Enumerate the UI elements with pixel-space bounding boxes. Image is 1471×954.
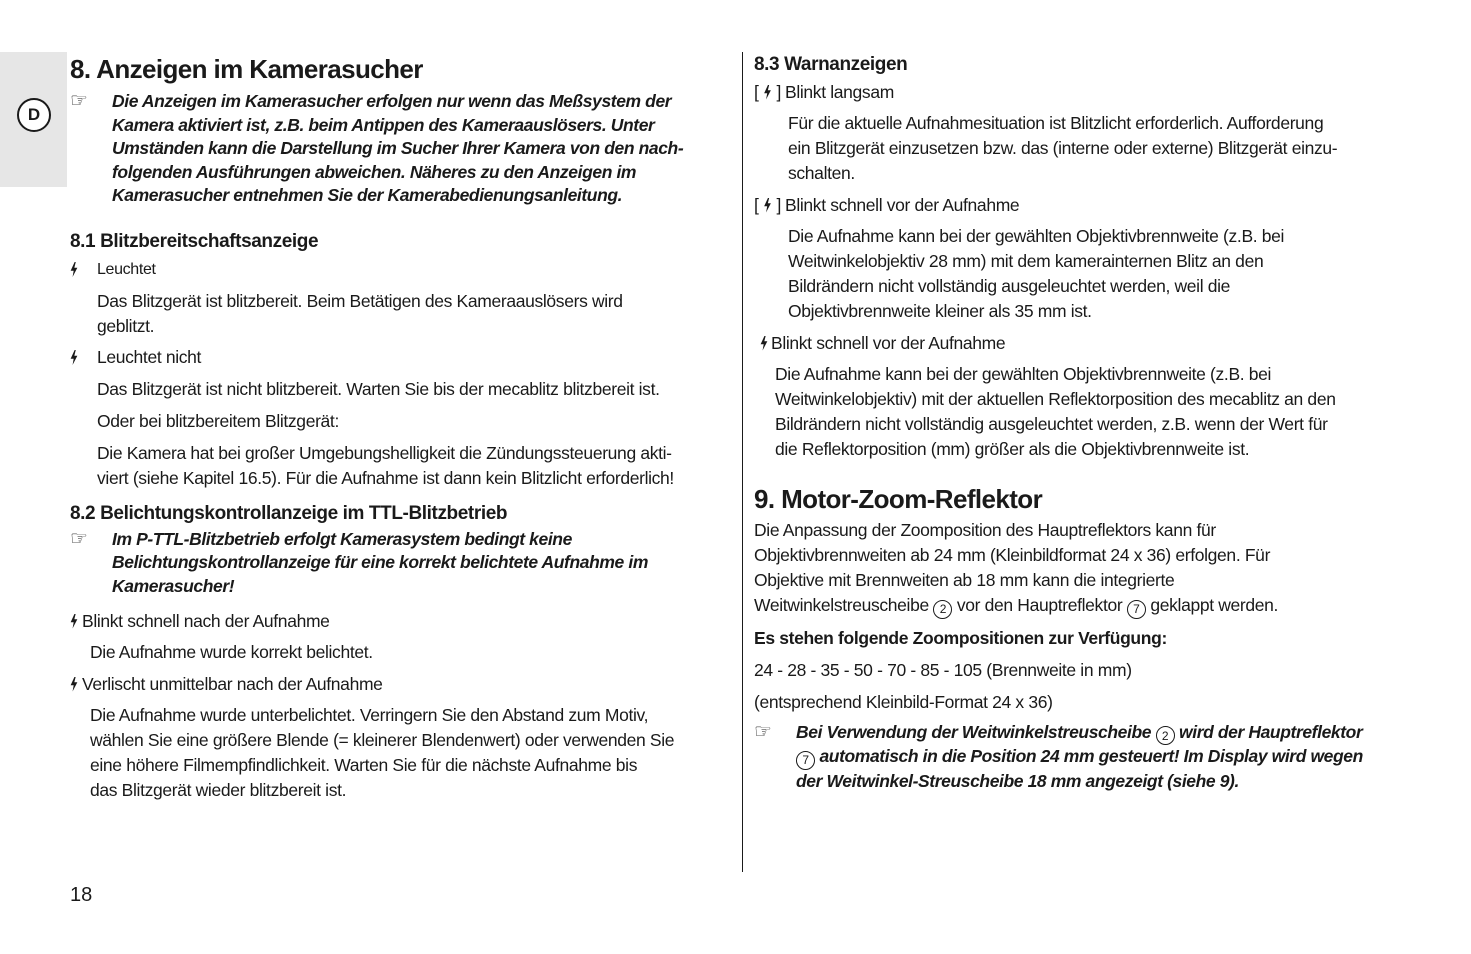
description-line: wählen Sie eine größere Blende (= kleinerer Blendenwert) oder verwenden Sie: [90, 730, 675, 750]
column-divider: [742, 52, 743, 872]
paragraph-line: [754, 593, 1419, 619]
pointing-hand-icon: ☞: [70, 90, 88, 112]
intro-line: folgenden Ausführungen abweichen. Näheres zu den Anzeigen im: [112, 161, 637, 182]
intro-line: Kamerasucher entnehmen Sie der Kamerabedienungsanleitung.: [112, 185, 623, 205]
intro-note: [70, 90, 735, 208]
description-line: geblitzt.: [97, 315, 155, 336]
indicator-label: Leuchtet: [97, 261, 156, 278]
intro-line: Kamera aktiviert ist, z.B. beim Antippen des Kameraauslösers. Unter: [112, 114, 655, 135]
indicator-item-off-after: [70, 671, 735, 697]
description-line: das Blitzgerät wieder blitzbereit ist.: [90, 780, 347, 800]
intro-line: Die Anzeigen im Kamerasucher erfolgen nur wenn das Meßsystem der: [112, 91, 672, 111]
warning-label: Blinkt langsam: [785, 81, 894, 102]
indicator-description: Oder bei blitzbereitem Blitzgerät:: [97, 410, 339, 431]
description-line: Das Blitzgerät ist blitzbereit. Beim Betätigen des Kameraauslösers wird: [97, 290, 623, 311]
left-column: [70, 50, 735, 803]
indicator-description: [70, 703, 735, 803]
note-line: [796, 745, 1363, 770]
description-line: viert (siehe Kapitel 16.5). Für die Aufnahme ist dann kein Blitzlicht erforderlich!: [97, 467, 674, 488]
description-line: die Reflektorposition (mm) größer als die Objektivbrennweite ist.: [775, 439, 1250, 459]
section-9-title: 9. Motor-Zoom-Reflektor: [754, 484, 1043, 514]
note-line: der Weitwinkel-Streuscheibe 18 mm angezeigt (siehe 9).: [796, 770, 1239, 791]
zoom-paragraph: [754, 518, 1419, 619]
warning-description: [754, 224, 1419, 324]
bracket-close: ]: [776, 194, 782, 215]
warning-item-fast: [754, 192, 1419, 218]
right-column: [754, 50, 1419, 793]
indicator-label: Blinkt schnell nach der Aufnahme: [82, 610, 330, 631]
warning-label: Blinkt schnell vor der Aufnahme: [785, 194, 1020, 215]
note-line: Im P-TTL-Blitzbetrieb erfolgt Kamerasystem bedingt keine: [112, 528, 572, 549]
description-line: Weitwinkelobjektiv) mit der aktuellen Reflektorposition des mecablitz an den: [775, 389, 1336, 409]
text-segment: Bei Verwendung der Weitwinkelstreuscheibe: [796, 721, 1152, 742]
section-8-2-heading: 8.2 Belichtungskontrollanzeige im TTL-Blitzbetrieb: [70, 502, 508, 524]
description-line: Die Kamera hat bei großer Umgebungshelligkeit die Zündungssteuerung akti-: [97, 442, 672, 463]
paragraph-line: Die Anpassung der Zoomposition des Hauptreflektors kann für: [754, 520, 1216, 540]
circled-number-7: 7: [1127, 600, 1146, 619]
description-line: Objektivbrennweite kleiner als 35 mm ist.: [788, 301, 1092, 321]
flash-bolt-icon: [760, 336, 768, 351]
warning-description: [754, 362, 1419, 462]
indicator-description: Das Blitzgerät ist nicht blitzbereit. Warten Sie bis der mecablitz blitzbereit ist.: [97, 378, 660, 399]
text-segment: vor den Hauptreflektor: [956, 595, 1123, 615]
note-line: Belichtungskontrollanzeige für eine korrekt belichtete Aufnahme im: [112, 552, 648, 572]
section-8-3-heading: 8.3 Warnanzeigen: [754, 54, 908, 75]
intro-line: Umständen kann die Darstellung im Sucher Ihrer Kamera von den nach-: [112, 138, 684, 158]
paragraph-line: Objektivbrennweiten ab 24 mm (Kleinbildformat 24 x 36) erfolgen. Für: [754, 545, 1271, 565]
circled-number-2: 2: [1156, 726, 1175, 745]
text-segment: geklappt werden.: [1150, 595, 1279, 615]
section-8-1-heading: 8.1 Blitzbereitschaftsanzeige: [70, 230, 319, 252]
indicator-item-off: [70, 345, 735, 371]
zoom-positions-values: 24 - 28 - 35 - 50 - 70 - 85 - 105 (Brennweite in mm): [754, 659, 1132, 680]
zoom-positions-note: (entsprechend Kleinbild-Format 24 x 36): [754, 691, 1053, 712]
flash-bolt-icon: [70, 262, 78, 277]
section-8-title: 8. Anzeigen im Kamerasucher: [70, 54, 423, 84]
description-line: ein Blitzgerät einzusetzen bzw. das (interne oder externe) Blitzgerät einzu-: [788, 138, 1338, 158]
note-line: [796, 721, 1363, 746]
flash-bolt-icon: [764, 198, 772, 213]
pointing-hand-icon: ☞: [70, 527, 88, 550]
flash-bolt-icon: [70, 677, 78, 692]
indicator-description: [70, 441, 735, 491]
indicator-label: Verlischt unmittelbar nach der Aufnahme: [82, 673, 383, 694]
bracket-open: [: [754, 194, 759, 215]
intro-note-text: [112, 90, 683, 208]
wide-angle-note-text: [796, 721, 1363, 794]
zoom-positions-heading: Es stehen folgende Zoompositionen zur Verfügung:: [754, 627, 1167, 648]
flash-bolt-icon: [764, 85, 772, 100]
warning-label: Blinkt schnell vor der Aufnahme: [771, 332, 1006, 353]
text-segment: automatisch in die Position 24 mm gesteuert! Im Display wird wegen: [819, 746, 1363, 766]
circled-number-2: 2: [933, 600, 952, 619]
circled-number-7: 7: [796, 751, 815, 770]
wide-angle-note: [754, 721, 1419, 794]
description-line: schalten.: [788, 163, 855, 183]
bracket-open: [: [754, 81, 759, 102]
description-line: Die Aufnahme kann bei der gewählten Objektivbrennweite (z.B. bei: [775, 364, 1272, 384]
indicator-description: Die Aufnahme wurde korrekt belichtet.: [90, 642, 373, 662]
indicator-item-blink: [70, 608, 735, 634]
warning-item-slow: [754, 79, 1419, 105]
pointing-hand-icon: ☞: [754, 720, 772, 743]
description-line: Weitwinkelobjektiv 28 mm) mit dem kamerainternen Blitz an den: [788, 251, 1264, 271]
warning-item-fast-bolt: [754, 330, 1419, 356]
bracket-close: ]: [776, 81, 782, 102]
description-line: Bildrändern nicht vollständig ausgeleuchtet werden, weil die: [788, 276, 1231, 296]
ttl-note: [70, 528, 735, 599]
flash-bolt-icon: [70, 614, 78, 629]
indicator-description: [70, 289, 735, 339]
text-segment: Weitwinkelstreuscheibe: [754, 595, 929, 615]
language-badge: D: [17, 98, 51, 132]
description-line: Die Aufnahme wurde unterbelichtet. Verringern Sie den Abstand zum Motiv,: [90, 705, 649, 725]
indicator-item-on: [70, 257, 735, 283]
description-line: Die Aufnahme kann bei der gewählten Objektivbrennweite (z.B. bei: [788, 226, 1285, 246]
paragraph-line: Objektive mit Brennweiten ab 18 mm kann die integrierte: [754, 570, 1175, 590]
indicator-label: Leuchtet nicht: [97, 347, 202, 367]
note-line: Kamerasucher!: [112, 575, 235, 596]
warning-description: [754, 111, 1419, 186]
page-number: 18: [70, 884, 93, 906]
description-line: eine höhere Filmempfindlichkeit. Warten Sie für die nächste Aufnahme bis: [90, 755, 638, 775]
description-line: Für die aktuelle Aufnahmesituation ist Blitzlicht erforderlich. Aufforderung: [788, 113, 1324, 133]
description-line: Bildrändern nicht vollständig ausgeleuchtet werden, z.B. wenn der Wert für: [775, 414, 1328, 434]
flash-bolt-icon: [70, 350, 78, 365]
ttl-note-text: [112, 528, 648, 599]
text-segment: wird der Hauptreflektor: [1179, 721, 1363, 742]
